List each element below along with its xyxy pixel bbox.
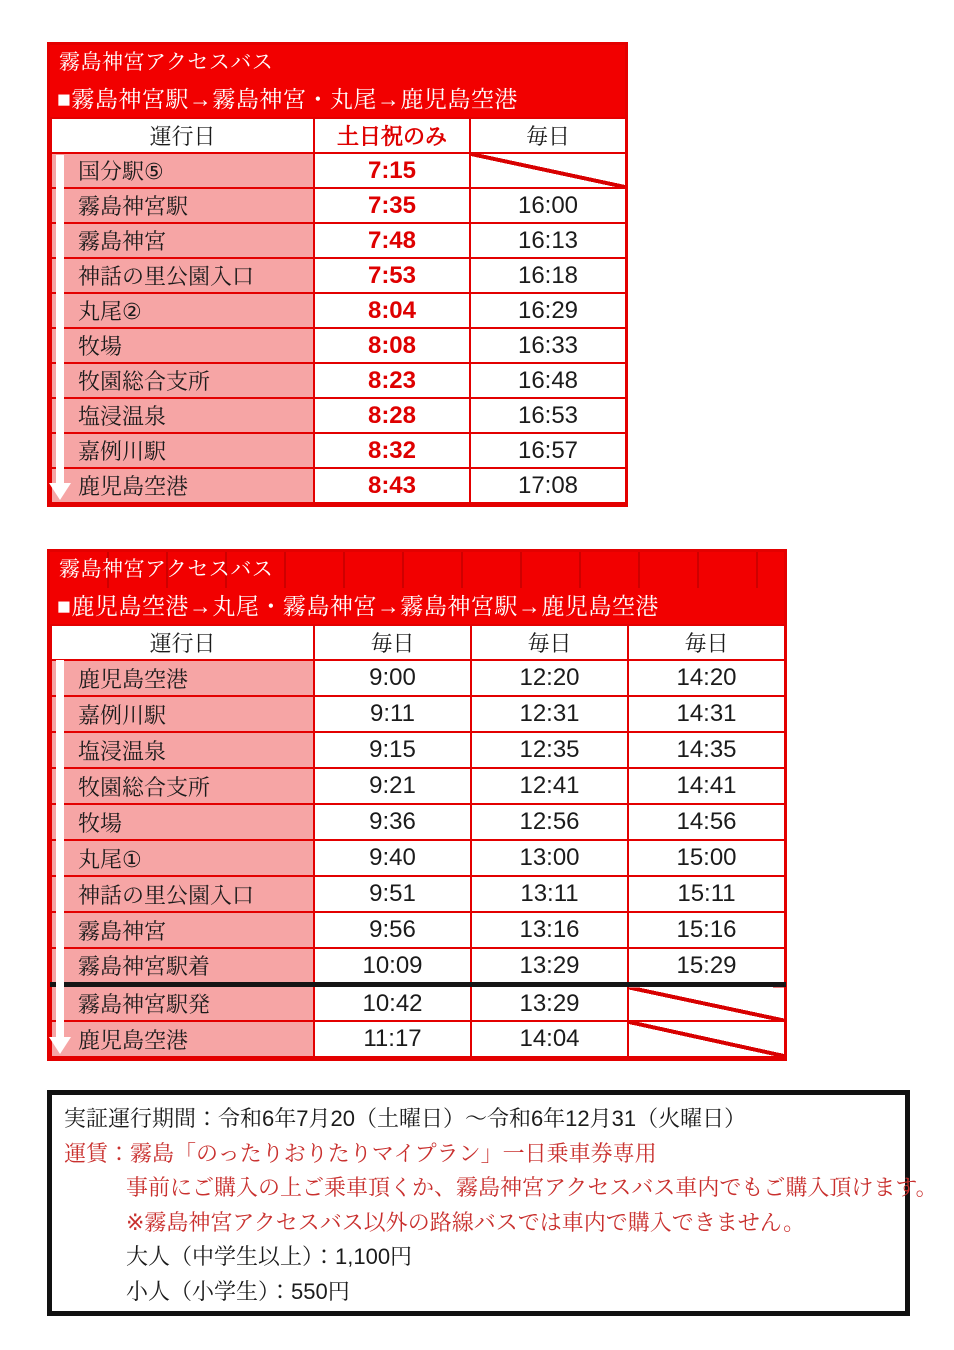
table-row — [51, 768, 785, 804]
route-heading: ■鹿児島空港→丸尾・霧島神宮→霧島神宮駅→鹿児島空港 — [50, 588, 784, 624]
table-row — [51, 985, 785, 1022]
station-name: 牧園総合支所 — [51, 363, 314, 398]
station-name: 嘉例川駅 — [51, 696, 314, 732]
departure-time-1: 9:15 — [314, 732, 471, 768]
col-header-daily-1: 毎日 — [314, 625, 471, 660]
departure-time-daily: 16:48 — [470, 363, 626, 398]
departure-time-3: 14:35 — [628, 732, 785, 768]
departure-time-daily: 16:00 — [470, 188, 626, 223]
station-name: 国分駅⑤ — [51, 153, 314, 188]
station-name: 牧園総合支所 — [51, 768, 314, 804]
departure-time-daily — [470, 153, 626, 188]
station-name: 霧島神宮駅 — [51, 188, 314, 223]
departure-time-2: 12:20 — [471, 660, 628, 696]
note-line: 実証運行期間：令和6年7月20（土曜日）～令和6年12月31（火曜日） — [64, 1106, 747, 1131]
timetable-return — [47, 549, 787, 1061]
departure-time-weekend: 7:35 — [314, 188, 470, 223]
departure-time-2: 13:00 — [471, 840, 628, 876]
departure-time-weekend: 7:48 — [314, 223, 470, 258]
departure-time-3 — [628, 985, 785, 1022]
departure-time-daily: 16:18 — [470, 258, 626, 293]
station-name: 鹿児島空港 — [51, 1021, 314, 1057]
station-name: 霧島神宮 — [51, 223, 314, 258]
table-row — [51, 258, 626, 293]
station-name: 神話の里公園入口 — [51, 876, 314, 912]
departure-time-2: 12:56 — [471, 804, 628, 840]
table-row — [51, 468, 626, 503]
departure-time-1: 10:42 — [314, 985, 471, 1022]
col-header-operating-days: 運行日 — [51, 118, 314, 153]
col-header-operating-days: 運行日 — [51, 625, 314, 660]
note-line: ※霧島神宮アクセスバス以外の路線バスでは車内で購入できません。 — [126, 1209, 806, 1235]
notes-box — [47, 1090, 938, 1316]
timetable-table — [50, 624, 786, 1058]
table-row — [51, 293, 626, 328]
table-row — [51, 660, 785, 696]
table-row — [51, 328, 626, 363]
header-row — [51, 625, 785, 660]
departure-time-2: 14:04 — [471, 1021, 628, 1057]
table-row — [51, 948, 785, 985]
departure-time-1: 9:11 — [314, 696, 471, 732]
station-name: 鹿児島空港 — [51, 660, 314, 696]
departure-time-3: 14:56 — [628, 804, 785, 840]
station-name: 鹿児島空港 — [51, 468, 314, 503]
station-name: 牧場 — [51, 328, 314, 363]
departure-time-weekend: 8:23 — [314, 363, 470, 398]
departure-time-2: 13:16 — [471, 912, 628, 948]
note-line: 事前にご購入の上ご乗車頂くか、霧島神宮アクセスバス車内でもご購入頂けます。 — [126, 1175, 938, 1200]
note-line: 小人（小学生）：550円 — [126, 1278, 350, 1304]
header-row — [51, 118, 626, 153]
departure-time-3: 15:11 — [628, 876, 785, 912]
departure-time-2: 12:35 — [471, 732, 628, 768]
table-row — [51, 1021, 785, 1057]
table-row — [51, 433, 626, 468]
departure-time-daily: 17:08 — [470, 468, 626, 503]
departure-time-weekend: 8:08 — [314, 328, 470, 363]
departure-time-1: 9:00 — [314, 660, 471, 696]
table-row — [51, 398, 626, 433]
departure-time-daily: 16:57 — [470, 433, 626, 468]
departure-time-3 — [628, 1021, 785, 1057]
route-direction-arrow — [56, 660, 64, 1037]
departure-time-1: 9:56 — [314, 912, 471, 948]
departure-time-weekend: 7:15 — [314, 153, 470, 188]
col-header-weekend-holidays-only: 土日祝のみ — [314, 118, 470, 153]
departure-time-weekend: 7:53 — [314, 258, 470, 293]
departure-time-weekend: 8:04 — [314, 293, 470, 328]
table-row — [51, 223, 626, 258]
table-row — [51, 840, 785, 876]
station-name: 丸尾① — [51, 840, 314, 876]
timetable-title: 霧島神宮アクセスバス — [50, 45, 625, 81]
departure-time-2: 13:11 — [471, 876, 628, 912]
table-row — [51, 804, 785, 840]
departure-time-3: 15:29 — [628, 948, 785, 985]
departure-time-daily: 16:29 — [470, 293, 626, 328]
timetable-outbound — [47, 42, 628, 507]
station-name: 霧島神宮駅発 — [51, 985, 314, 1022]
departure-time-3: 14:41 — [628, 768, 785, 804]
departure-time-3: 15:16 — [628, 912, 785, 948]
station-name: 霧島神宮 — [51, 912, 314, 948]
note-line: 大人（中学生以上）：1,100円 — [126, 1244, 413, 1269]
departure-time-1: 11:17 — [314, 1021, 471, 1057]
station-name: 丸尾② — [51, 293, 314, 328]
col-header-daily: 毎日 — [470, 118, 626, 153]
departure-time-2: 12:31 — [471, 696, 628, 732]
station-name: 牧場 — [51, 804, 314, 840]
departure-time-2: 12:41 — [471, 768, 628, 804]
table-row — [51, 188, 626, 223]
departure-time-daily: 16:13 — [470, 223, 626, 258]
col-header-daily-2: 毎日 — [471, 625, 628, 660]
departure-time-1: 9:21 — [314, 768, 471, 804]
departure-time-1: 9:51 — [314, 876, 471, 912]
station-name: 塩浸温泉 — [51, 398, 314, 433]
col-header-daily-3: 毎日 — [628, 625, 785, 660]
departure-time-3: 14:20 — [628, 660, 785, 696]
departure-time-daily: 16:33 — [470, 328, 626, 363]
station-name: 霧島神宮駅着 — [51, 948, 314, 985]
table-row — [51, 363, 626, 398]
departure-time-1: 10:09 — [314, 948, 471, 985]
departure-time-daily: 16:53 — [470, 398, 626, 433]
departure-time-weekend: 8:28 — [314, 398, 470, 433]
station-name: 神話の里公園入口 — [51, 258, 314, 293]
departure-time-1: 9:36 — [314, 804, 471, 840]
station-name: 嘉例川駅 — [51, 433, 314, 468]
departure-time-3: 14:31 — [628, 696, 785, 732]
departure-time-weekend: 8:32 — [314, 433, 470, 468]
note-line: 運賃：霧島「のったりおりたりマイプラン」一日乗車券専用 — [64, 1140, 657, 1166]
station-name: 塩浸温泉 — [51, 732, 314, 768]
table-row — [51, 153, 626, 188]
departure-time-3: 15:00 — [628, 840, 785, 876]
timetable-table — [50, 117, 627, 504]
table-row — [51, 732, 785, 768]
departure-time-1: 9:40 — [314, 840, 471, 876]
table-row — [51, 876, 785, 912]
departure-time-weekend: 8:43 — [314, 468, 470, 503]
table-row — [51, 912, 785, 948]
route-heading: ■霧島神宮駅→霧島神宮・丸尾→鹿児島空港 — [50, 81, 625, 117]
table-row — [51, 696, 785, 732]
departure-time-2: 13:29 — [471, 985, 628, 1022]
timetable-title: 霧島神宮アクセスバス — [50, 552, 784, 588]
route-direction-arrow — [56, 155, 64, 483]
departure-time-2: 13:29 — [471, 948, 628, 985]
